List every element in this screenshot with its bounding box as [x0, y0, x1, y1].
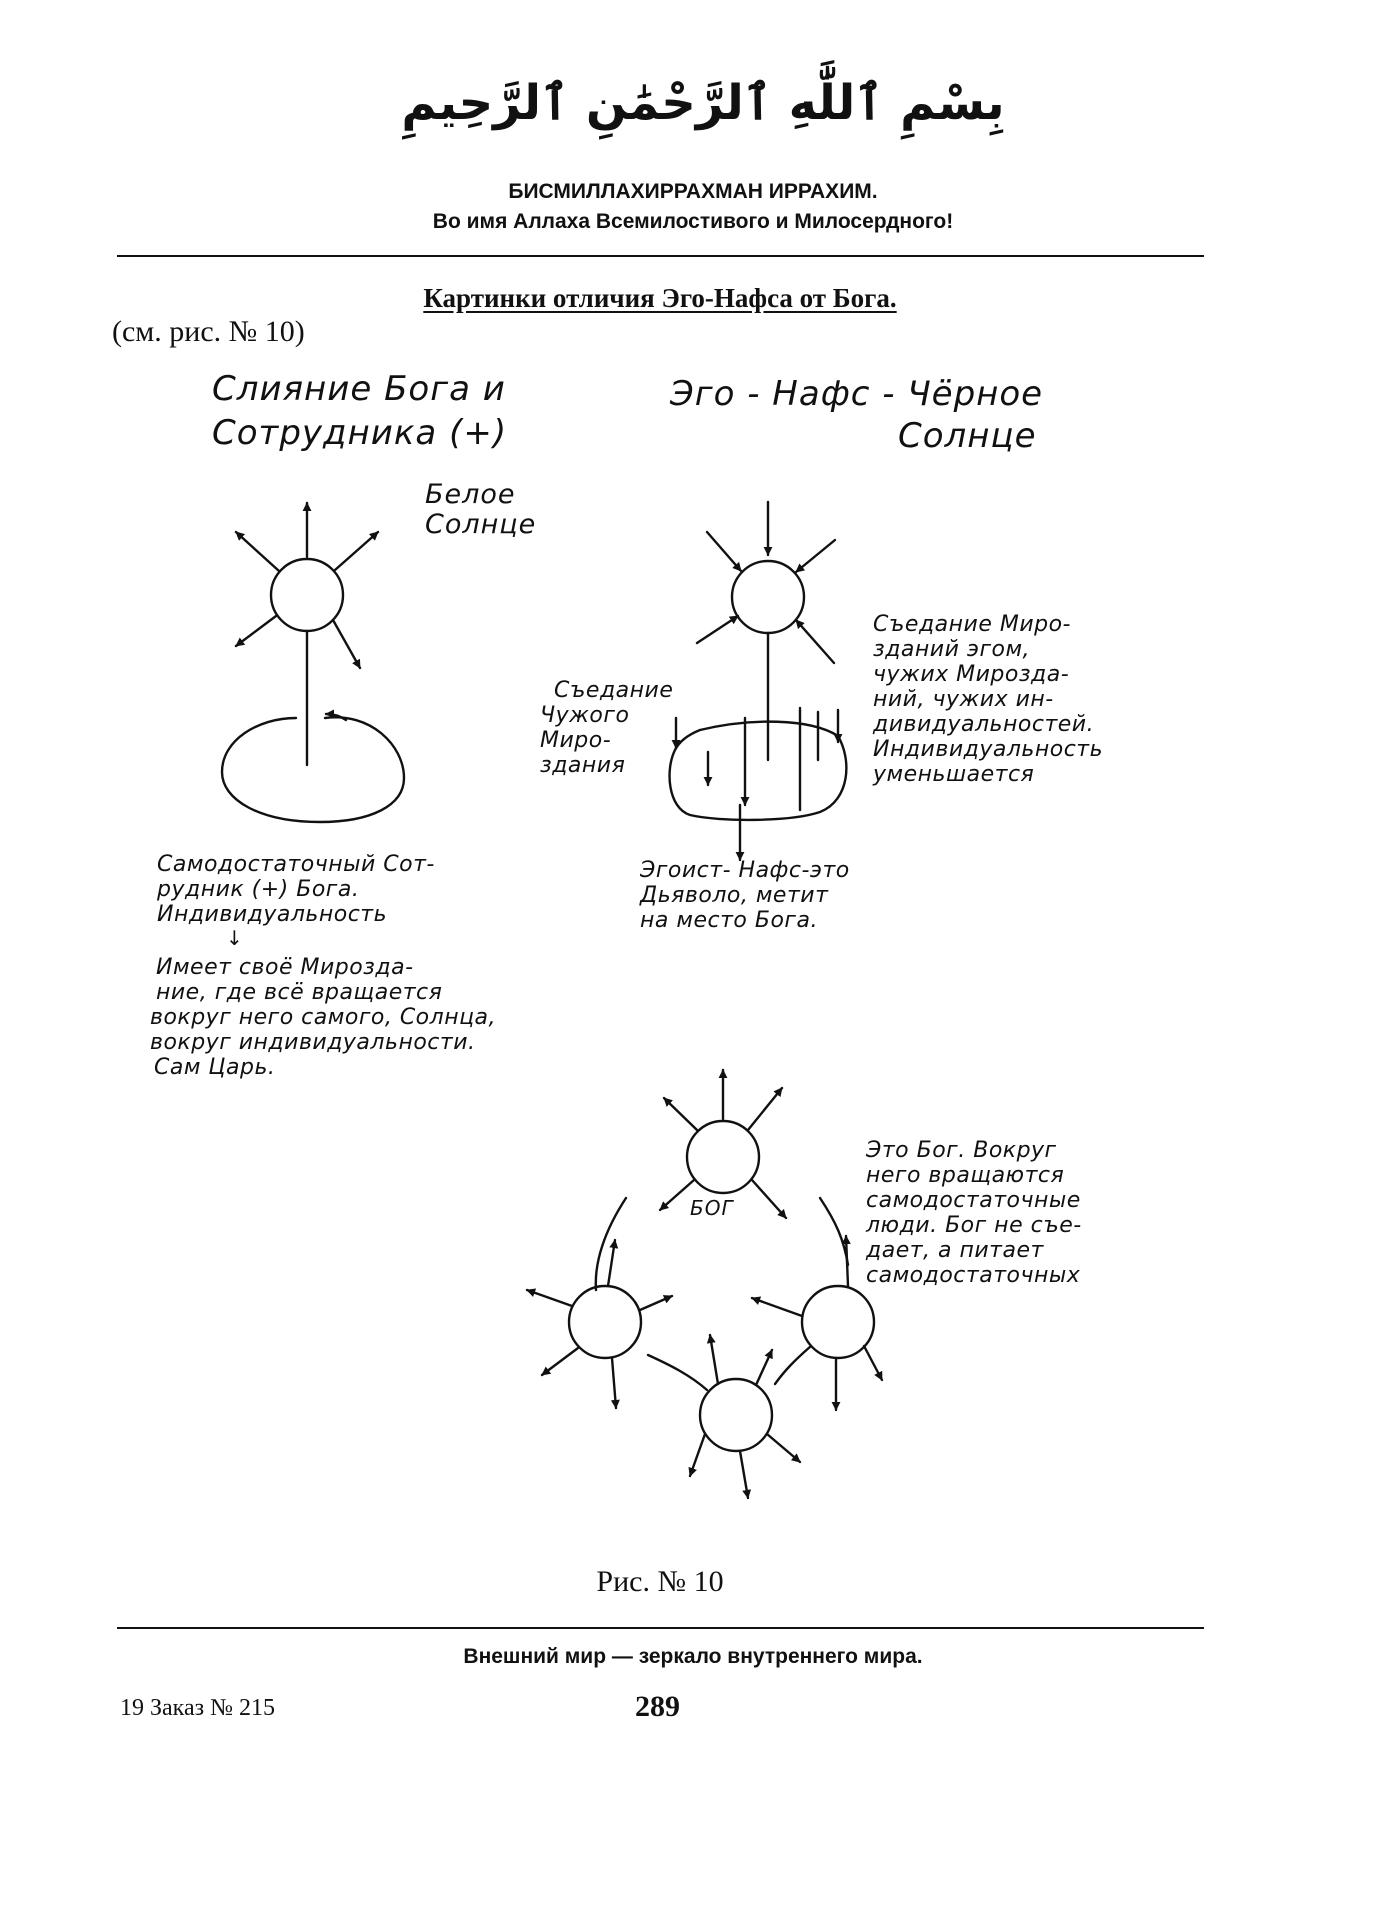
page-number: 289	[635, 1690, 680, 1723]
self-universe-orbit	[222, 714, 404, 822]
white-sun-label: Белое Солнце	[425, 479, 537, 540]
self-sufficient-sun-left	[527, 1240, 672, 1408]
figure-reference: (см. рис. № 10)	[112, 315, 305, 348]
self-sufficient-sun-bottom	[690, 1335, 800, 1498]
page-title: Картинки отличия Эго-Нафса от Бога.	[423, 283, 897, 313]
header-translation: Во имя Аллаха Всемилостивого и Милосердного!	[432, 210, 954, 233]
individuality-arrow: ↓	[226, 926, 243, 950]
header-transliteration: БИСМИЛЛАХИРРАХМАН ИРРАХИМ.	[508, 180, 878, 203]
figure-caption: Рис. № 10	[596, 1565, 724, 1598]
footer-divider	[117, 1627, 1204, 1629]
god-caption: Это Бог. Вокруг него вращаются самодостаточные люди. Бог не съе- дает, а питает самодостаточных	[866, 1138, 1082, 1288]
eating-other-universe-label: Съедание Чужого Миро- здания	[540, 678, 674, 778]
orbit-arcs	[596, 1198, 848, 1390]
god-label: БОГ	[690, 1196, 734, 1220]
footer-motto: Внешний мир — зеркало внутреннего мира.	[463, 1645, 923, 1668]
egoist-caption: Эгоист- Нафс-это Дьяволо, метит на место Бога.	[640, 858, 850, 933]
eating-universes-label: Съедание Миро- зданий эгом, чужих Мирозда- ний, чужих ин- дивидуальностей. Индивидуальность уменьшается	[873, 612, 1104, 787]
eaten-universe	[670, 708, 847, 860]
order-number: 19 Заказ № 215	[120, 1695, 276, 1721]
self-sufficient-sun-right	[752, 1236, 882, 1410]
left-caption: Самодостаточный Сот- рудник (+) Бога. Индивидуальность	[157, 852, 435, 927]
left-description: Имеет своё Мирозда- ние, где всё вращается вокруг него самого, Солнца, вокруг индивидуальности. Сам Царь.	[150, 955, 497, 1080]
left-title: Слияние Бога и Сотрудника (+)	[212, 369, 508, 453]
bismillah-arabic: بِسْمِ ٱللَّٰهِ ٱلرَّحْمَٰنِ ٱلرَّحِيمِ	[401, 75, 1005, 131]
right-title: Эго - Нафс - Чёрное Солнце	[670, 374, 1044, 456]
